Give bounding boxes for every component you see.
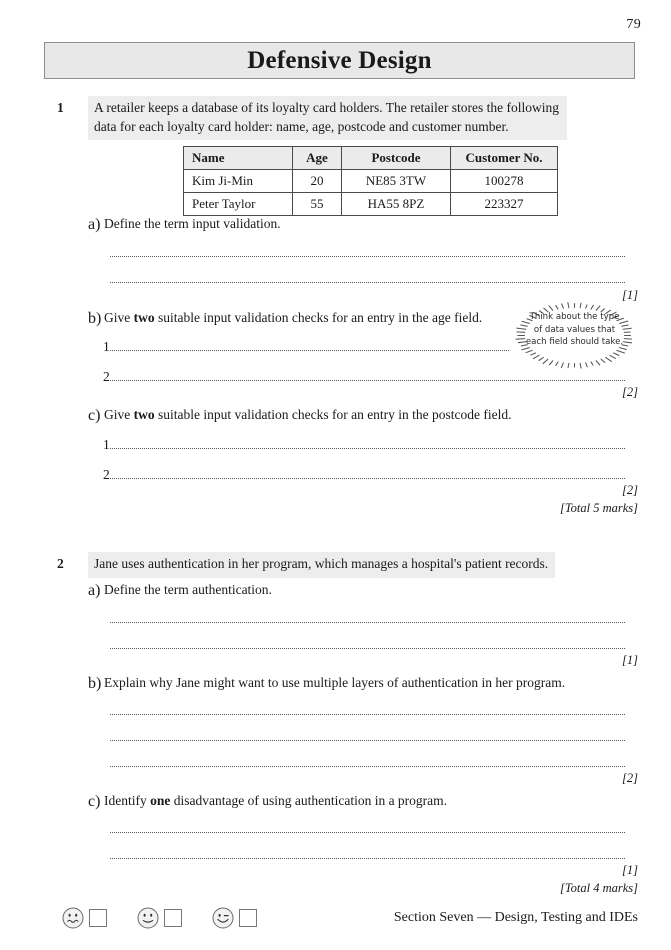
answer-number-2: 2 <box>103 369 110 384</box>
table-header-name: Name <box>184 147 293 170</box>
table-cell-postcode: NE85 3TW <box>342 170 451 193</box>
question-2b-label: b) <box>88 675 102 692</box>
question-1c-label: c) <box>88 407 101 424</box>
question-1c-text <box>104 407 512 423</box>
question-2c-text-post: disadvantage of using authentication in a program. <box>170 793 448 808</box>
question-1a-label: a) <box>88 216 101 233</box>
page-title-banner <box>44 42 635 79</box>
answer-line[interactable] <box>110 281 625 283</box>
question-2c-marks: [1] <box>622 863 638 877</box>
question-1b-label: b) <box>88 310 102 327</box>
answer-line[interactable] <box>110 647 625 649</box>
question-1c-bold: two <box>133 407 155 422</box>
page-footer <box>0 902 671 942</box>
answer-line[interactable] <box>110 621 625 623</box>
question-1b-text <box>104 310 482 326</box>
table-row <box>184 170 558 193</box>
question-1-number: 1 <box>57 100 64 115</box>
answer-number-2: 2 <box>103 467 110 482</box>
answer-line[interactable] <box>110 713 625 715</box>
question-1b-bold: two <box>133 310 155 325</box>
answer-number-1: 1 <box>103 437 110 452</box>
self-assessment-neutral <box>137 907 182 929</box>
hint-line-2: of data values that <box>533 324 616 335</box>
footer-section-title: Section Seven — Design, Testing and IDEs <box>393 910 638 925</box>
answer-number-1: 1 <box>103 339 110 354</box>
question-1b-text-pre: Give <box>104 310 134 325</box>
answer-line[interactable] <box>110 379 625 381</box>
question-1a-marks: [1] <box>622 288 638 302</box>
self-assessment-confused <box>62 907 107 929</box>
loyalty-card-table <box>183 146 558 216</box>
question-2c-bold: one <box>150 793 171 808</box>
answer-line[interactable] <box>110 857 625 859</box>
table-header-postcode: Postcode <box>342 147 451 170</box>
question-2a-label: a) <box>88 582 101 599</box>
question-1b-marks: [2] <box>622 385 638 399</box>
table-row <box>184 193 558 216</box>
table-cell-name: Peter Taylor <box>184 193 293 216</box>
answer-line[interactable] <box>110 765 625 767</box>
table-header-age: Age <box>293 147 342 170</box>
confused-face-icon <box>62 907 84 929</box>
table-cell-postcode: HA55 8PZ <box>342 193 451 216</box>
question-1b-text-post: suitable input validation checks for an entry in the age field. <box>154 310 483 325</box>
happy-wink-face-icon <box>212 907 234 929</box>
confused-face-checkbox[interactable] <box>89 909 107 927</box>
table-header-row <box>184 147 558 170</box>
self-assessment-happy <box>212 907 257 929</box>
happy-wink-face-checkbox[interactable] <box>239 909 257 927</box>
answer-line[interactable] <box>110 349 509 351</box>
hint-bubble <box>512 299 637 372</box>
question-2-stem: Jane uses authentication in her program, which manages a hospital's patient records. <box>88 552 555 578</box>
question-2b-marks: [2] <box>622 771 638 785</box>
question-1-total-marks: [Total 5 marks] <box>559 501 638 515</box>
answer-line[interactable] <box>110 477 625 479</box>
answer-line[interactable] <box>110 831 625 833</box>
page-title: Defensive Design <box>247 46 432 74</box>
table-cell-age: 20 <box>293 170 342 193</box>
question-1c-text-post: suitable input validation checks for an entry in the postcode field. <box>154 407 512 422</box>
question-2c-text-pre: Identify <box>104 793 151 808</box>
hint-bubble-text <box>524 311 625 349</box>
question-2-number: 2 <box>57 556 64 571</box>
table-cell-age: 55 <box>293 193 342 216</box>
question-1a-text: Define the term input validation. <box>104 216 281 231</box>
neutral-face-icon <box>137 907 159 929</box>
table-cell-customer-no: 100278 <box>451 170 558 193</box>
question-1c-text-pre: Give <box>104 407 134 422</box>
answer-line[interactable] <box>110 739 625 741</box>
table-cell-name: Kim Ji-Min <box>184 170 293 193</box>
question-2b-text: Explain why Jane might want to use multiple layers of authentication in her program. <box>104 675 566 690</box>
question-1-stem: A retailer keeps a database of its loyalty card holders. The retailer stores the following data for each loyalty card holder: name, age, postcode and customer number. <box>88 96 567 140</box>
hint-line-1: Think about the type <box>529 312 620 322</box>
question-2a-marks: [1] <box>622 653 638 667</box>
question-2c-label: c) <box>88 793 101 810</box>
table-header-customer-no: Customer No. <box>451 147 558 170</box>
neutral-face-checkbox[interactable] <box>164 909 182 927</box>
table-cell-customer-no: 223327 <box>451 193 558 216</box>
question-2a-text: Define the term authentication. <box>104 582 272 597</box>
question-2c-text <box>104 793 447 809</box>
question-2-total-marks: [Total 4 marks] <box>559 881 638 895</box>
page-number: 79 <box>626 17 641 32</box>
answer-line[interactable] <box>110 255 625 257</box>
hint-line-3: each field should take. <box>525 337 624 348</box>
answer-line[interactable] <box>110 447 625 449</box>
question-1c-marks: [2] <box>622 483 638 497</box>
